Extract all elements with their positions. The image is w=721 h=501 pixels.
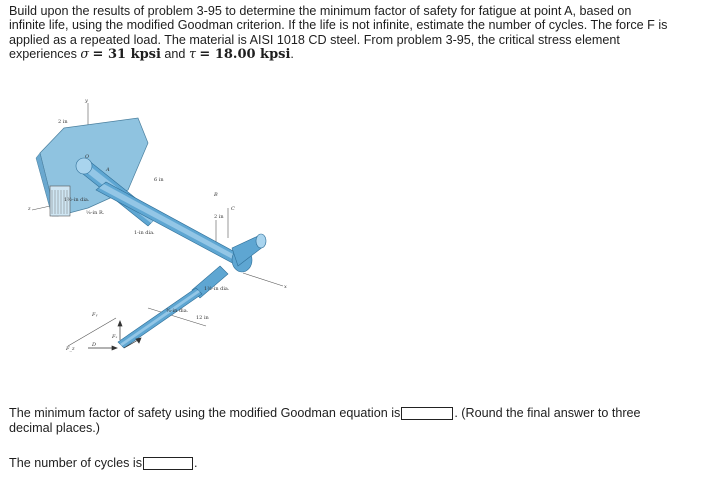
label-C: C — [231, 206, 235, 212]
q2-suffix: . — [194, 456, 198, 470]
label-O: O — [85, 154, 90, 160]
factor-of-safety-input[interactable] — [401, 407, 453, 420]
line-4-prefix: experiences — [9, 46, 77, 61]
problem-line-3: applied as a repeated load. The material is AISI 1018 CD steel. From problem 3-95, the critical stress element — [9, 32, 620, 47]
label-12in: 12 in — [196, 315, 209, 321]
label-A: A — [106, 167, 110, 173]
label-y: y — [85, 98, 88, 104]
label-dia-112-b: 1½-in dia. — [204, 286, 230, 292]
label-x: x — [284, 284, 287, 290]
question-2 — [9, 456, 715, 471]
label-Fy: Fᵧ — [92, 312, 98, 318]
sigma-value: = 31 kpsi — [92, 46, 161, 62]
sigma-symbol: σ — [80, 45, 90, 61]
label-Fz: F_z — [66, 346, 75, 352]
label-2in-top: 2 in — [58, 119, 68, 125]
label-6in: 6 in — [154, 177, 164, 183]
label-1in-dia: 1-in dia. — [134, 230, 155, 236]
question-1 — [9, 406, 715, 421]
problem-line-4 — [9, 47, 713, 62]
label-B: B — [214, 192, 218, 198]
answer-section — [9, 406, 715, 471]
label-2in-right: 2 in — [214, 214, 224, 220]
q1-text: The minimum factor of safety using the modified Goodman equation is — [9, 406, 401, 420]
label-dia-34: ¾-in dia. — [166, 308, 189, 314]
shaft-figure — [28, 98, 298, 360]
label-z: z — [28, 206, 31, 212]
and-word: and — [164, 46, 186, 61]
tau-value: = 18.00 kpsi — [199, 46, 291, 62]
line-4-suffix: . — [290, 46, 294, 61]
number-of-cycles-input[interactable] — [143, 457, 193, 470]
label-D: D — [92, 342, 97, 348]
problem-line-1: Build upon the results of problem 3-95 to determine the minimum factor of safety for fatigue at point A, based on — [9, 4, 632, 18]
tau-symbol: τ — [188, 45, 196, 61]
problem-statement — [9, 4, 713, 62]
q2-text: The number of cycles is — [9, 456, 142, 470]
label-Fx: Fₓ — [112, 334, 118, 340]
problem-line-2: infinite life, using the modified Goodman criterion. If the life is not infinite, estimate the number of cycles. The force F is — [9, 18, 668, 33]
label-dia-112: 1½-in dia. — [64, 197, 90, 203]
label-R: ⅛-in R. — [86, 210, 105, 216]
q1-wrap: decimal places.) — [9, 421, 100, 435]
q1-suffix: . (Round the final answer to three — [454, 406, 641, 420]
